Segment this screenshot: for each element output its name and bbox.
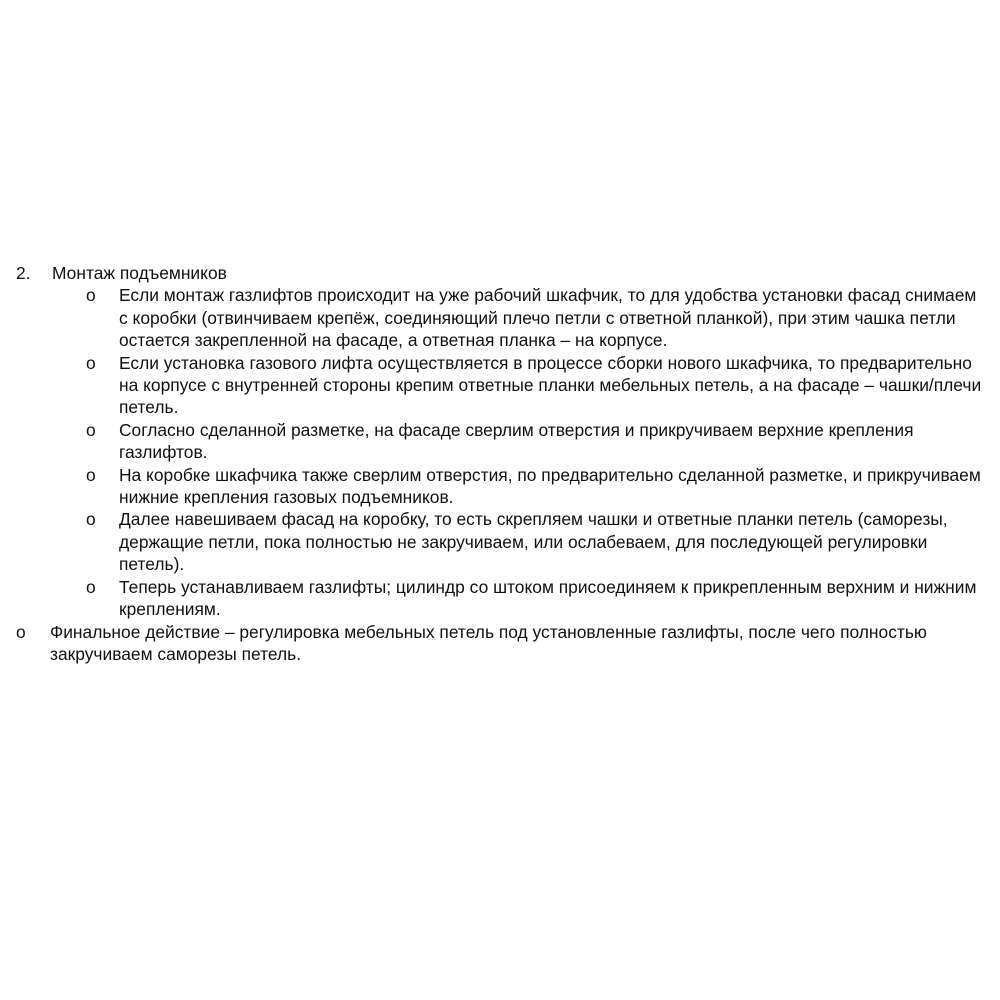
list-item-text: Согласно сделанной разметке, на фасаде сверлим отверстия и прикручиваем верхние крепления газлифтов. bbox=[119, 419, 914, 463]
list-item-text: На коробке шкафчика также сверлим отверстия, по предварительно сделанной разметке, и прикручиваем нижние крепления газовых подъемников. bbox=[119, 464, 981, 508]
list-item bbox=[0, 352, 1000, 419]
list-item-text: Теперь устанавливаем газлифты; цилиндр со штоком присоединяем к прикрепленным верхним и нижним креплениям. bbox=[119, 576, 977, 620]
list-item-text: Если монтаж газлифтов происходит на уже рабочий шкафчик, то для удобства установки фасад снимаем с коробки (отвинчиваем крепёж, соединяющий плечо петли с ответной планкой), при этим чашка петли остается закрепленной на фасаде, а ответная планка – на корпусе. bbox=[119, 285, 977, 351]
final-step bbox=[0, 621, 1000, 666]
bullet-marker: o bbox=[86, 464, 96, 485]
document-body bbox=[0, 262, 1000, 665]
list-item bbox=[0, 284, 1000, 351]
list-item-text: Далее навешиваем фасад на коробку, то есть скрепляем чашки и ответные планки петель (саморезы, держащие петли, пока полностью не закручиваем, или ослабеваем, для последующей регулировки петель). bbox=[119, 509, 948, 575]
bullet-marker: o bbox=[86, 576, 96, 597]
section-number: 2. bbox=[16, 263, 31, 283]
list-item bbox=[0, 508, 1000, 575]
bullet-marker: o bbox=[86, 285, 96, 306]
bullet-marker: o bbox=[86, 352, 96, 373]
list-item bbox=[0, 576, 1000, 621]
final-step-text: Финальное действие – регулировка мебельных петель под установленные газлифты, после чего полностью закручиваем саморезы петель. bbox=[50, 621, 927, 664]
section-title: Монтаж подъемников bbox=[52, 263, 227, 283]
bullet-marker: o bbox=[16, 621, 26, 642]
list-item bbox=[0, 464, 1000, 509]
section-heading bbox=[0, 262, 1000, 284]
list-item-text: Если установка газового лифта осуществляется в процессе сборки нового шкафчика, то предварительно на корпусе с внутренней стороны крепим ответные планки мебельных петель, а на фасаде – чашки/плечи петель. bbox=[119, 352, 982, 418]
bullet-marker: o bbox=[86, 419, 96, 440]
list-item bbox=[0, 419, 1000, 464]
bullet-marker: o bbox=[86, 509, 96, 530]
